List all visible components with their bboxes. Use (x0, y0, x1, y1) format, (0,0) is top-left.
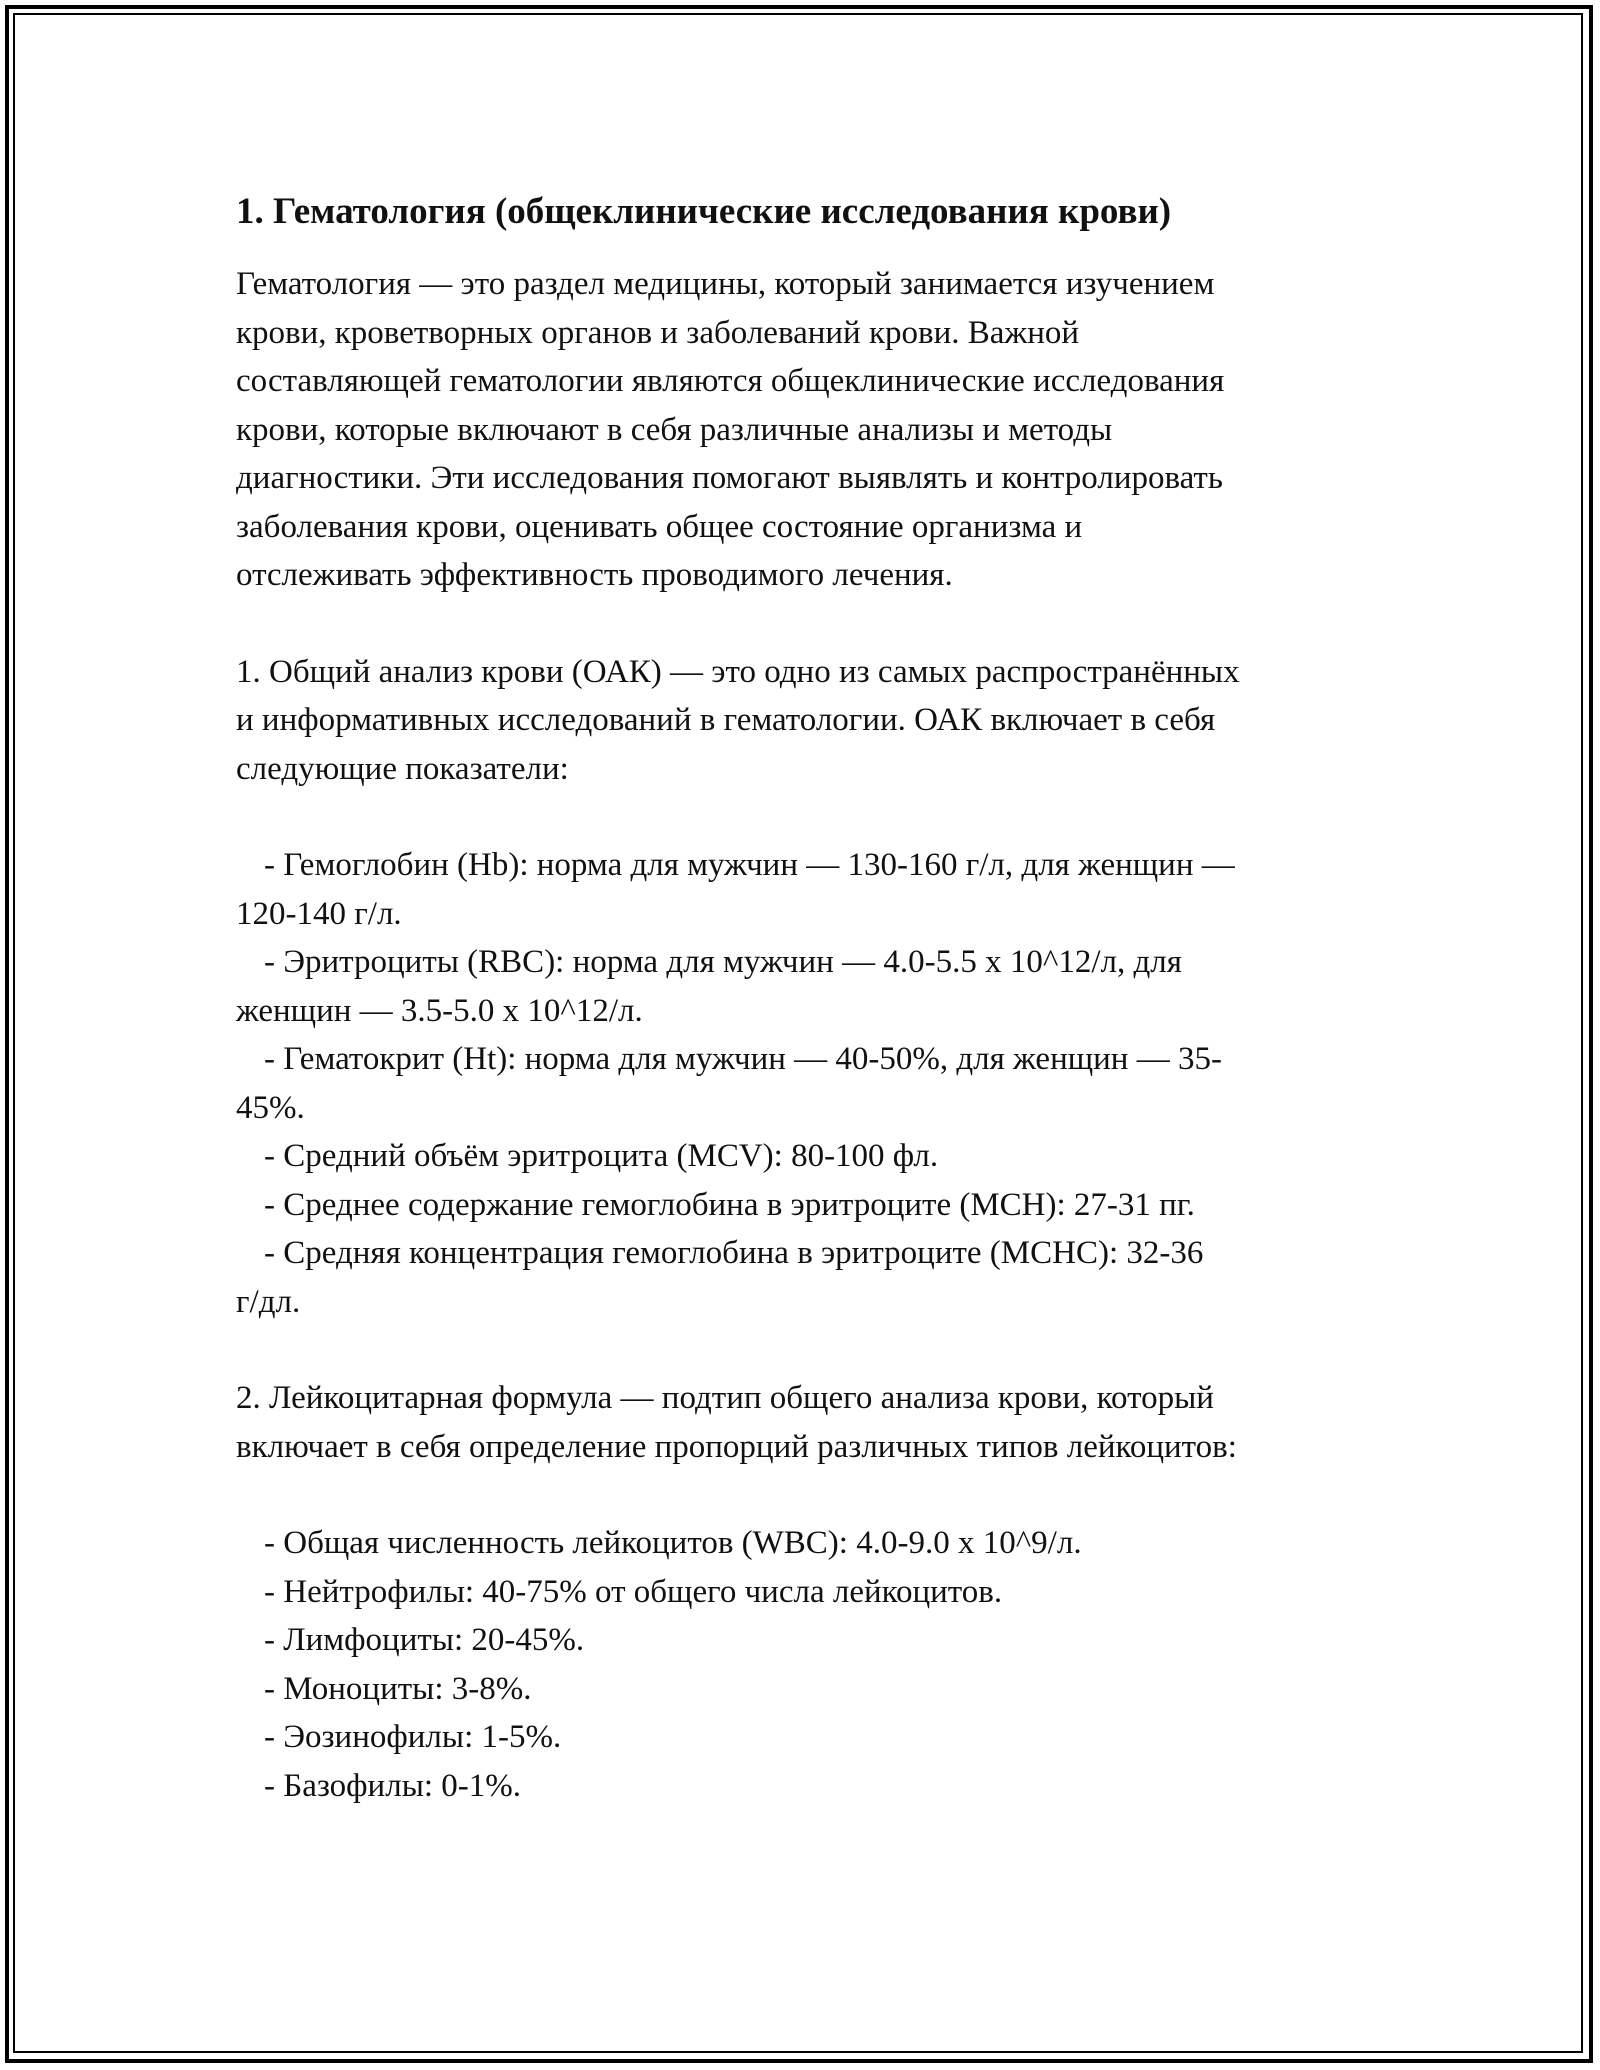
cbc-line: следующие показатели: (236, 750, 569, 787)
cbc-indicator-list (236, 841, 1386, 1326)
list-item-neutrophils (236, 1568, 1386, 1617)
list-item-text: - Общая численность лейкоцитов (WBC): 4.0-9.0 х 10^9/л. (264, 1525, 1082, 1561)
list-item-mcv (236, 1132, 1386, 1181)
list-item-text: - Моноциты: 3-8%. (264, 1670, 532, 1707)
list-item-text: - Эозинофилы: 1-5%. (264, 1719, 562, 1755)
document-body (236, 186, 1386, 1810)
paragraph-spacer (236, 1471, 1386, 1519)
paragraph-spacer (236, 793, 1386, 841)
intro-line: крови, которые включают в себя различные анализы и методы (236, 411, 1113, 448)
intro-line: заболевания крови, оценивать общее состояние организма и (236, 508, 1083, 545)
list-item-continuation: 120-140 г/л. (236, 895, 402, 932)
paragraph-spacer (236, 1326, 1386, 1374)
list-item-basophils (236, 1762, 1386, 1811)
list-item-text: - Эритроциты (RBC): норма для мужчин — 4.0-5.5 х 10^12/л, для (264, 944, 1182, 980)
leukocyte-line: 2. Лейкоцитарная формула — подтип общего анализа крови, который (236, 1380, 1214, 1416)
list-item-monocytes (236, 1665, 1386, 1714)
list-item-mch (236, 1181, 1386, 1230)
cbc-line: 1. Общий анализ крови (ОАК) — это одно из самых распространённых (236, 653, 1240, 690)
page-title: 1. Гематология (общеклинические исследования крови) (236, 191, 1172, 232)
list-item-continuation: г/дл. (236, 1283, 301, 1320)
intro-line: составляющей гематологии являются общеклинические исследования (236, 363, 1225, 399)
list-item-continuation: женщин — 3.5-5.0 х 10^12/л. (236, 992, 643, 1029)
list-item-text: - Средний объём эритроцита (MCV): 80-100 фл. (264, 1138, 939, 1174)
list-item-rbc (236, 938, 1386, 1035)
list-item-eosinophils (236, 1713, 1386, 1762)
list-item-mchc (236, 1229, 1386, 1326)
intro-paragraph (236, 260, 1386, 600)
list-item-text: - Нейтрофилы: 40-75% от общего числа лейкоцитов. (264, 1573, 1003, 1610)
intro-line: Гематология — это раздел медицины, который занимается изучением (236, 266, 1215, 302)
paragraph-spacer (236, 600, 1386, 648)
intro-line: отслеживать эффективность проводимого лечения. (236, 557, 953, 593)
list-item-hematocrit (236, 1035, 1386, 1132)
cbc-line: и информативных исследований в гематологии. ОАК включает в себя (236, 702, 1216, 738)
list-item-hemoglobin (236, 841, 1386, 938)
intro-line: крови, кроветворных органов и заболеваний крови. Важной (236, 314, 1080, 351)
list-item-continuation: 45%. (236, 1089, 305, 1126)
intro-line: диагностики. Эти исследования помогают выявлять и контролировать (236, 460, 1223, 496)
list-item-text: - Гемоглобин (Hb): норма для мужчин — 130-160 г/л, для женщин — (264, 847, 1235, 883)
list-item-text: - Среднее содержание гемоглобина в эритроците (MCH): 27-31 пг. (264, 1186, 1195, 1223)
list-item-text: - Средняя концентрация гемоглобина в эритроците (MCHC): 32-36 (264, 1235, 1204, 1271)
list-item-text: - Гематокрит (Ht): норма для мужчин — 40-50%, для женщин — 35- (264, 1041, 1222, 1077)
list-item-text: - Лимфоциты: 20-45%. (264, 1622, 585, 1658)
list-item-wbc (236, 1519, 1386, 1568)
leukocyte-line: включает в себя определение пропорций различных типов лейкоцитов: (236, 1428, 1237, 1465)
cbc-paragraph (236, 648, 1386, 794)
list-item-text: - Базофилы: 0-1%. (264, 1767, 522, 1804)
leukocyte-list (236, 1519, 1386, 1810)
leukocyte-formula-paragraph (236, 1374, 1386, 1471)
list-item-lymphocytes (236, 1616, 1386, 1665)
